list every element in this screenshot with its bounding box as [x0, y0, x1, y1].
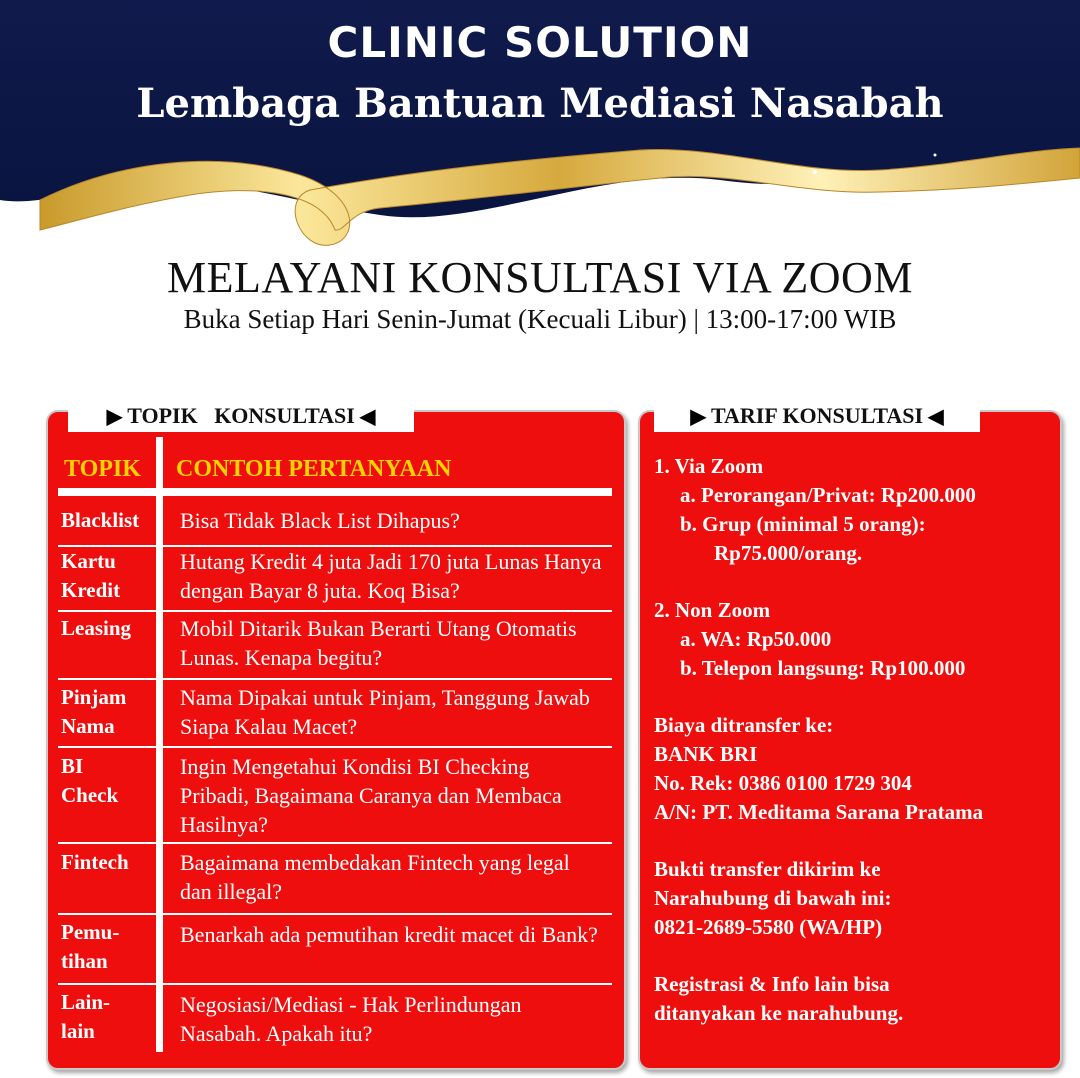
table-row-question: Ingin Mengetahui Kondisi BI Checking Pribadi, Bagaimana Caranya dan Membaca Hasilnya?	[180, 754, 562, 837]
row-divider	[58, 610, 612, 612]
main-heading: MELAYANI KONSULTASI VIA ZOOM	[167, 253, 913, 302]
table-row-question: Bisa Tidak Black List Dihapus?	[180, 508, 460, 533]
row-divider	[58, 746, 612, 748]
arrow-right-icon: ▶	[106, 405, 128, 428]
table-row-topic: Fintech	[61, 850, 129, 874]
col-header-contoh: CONTOH PERTANYAAN	[176, 456, 452, 482]
table-row-topic: Kartu Kredit	[61, 549, 121, 602]
tarif-telepon: b. Telepon langsung: Rp100.000	[680, 656, 966, 680]
contact-phone: 0821-2689-5580 (WA/HP)	[654, 915, 883, 939]
table-row-question: Benarkah ada pemutihan kredit macet di Bank?	[180, 922, 598, 947]
table-row-topic: Pinjam Nama	[61, 685, 127, 738]
registrasi-line1: Registrasi & Info lain bisa	[654, 972, 890, 996]
table-row-topic: Blacklist	[61, 508, 140, 532]
col-header-topik: TOPIK	[64, 456, 141, 482]
account-number: No. Rek: 0386 0100 1729 304	[654, 771, 912, 795]
topik-tag-label: TOPIK KONSULTASI	[127, 403, 355, 428]
table-row-question: Mobil Ditarik Bukan Berarti Utang Otomatis Lunas. Kenapa begitu?	[180, 616, 577, 670]
topik-tag	[68, 400, 414, 432]
row-divider	[58, 983, 612, 985]
tarif-grup-price: Rp75.000/orang.	[714, 541, 863, 565]
table-row-question: Hutang Kredit 4 juta Jadi 170 juta Lunas Hanya dengan Bayar 8 juta. Koq Bisa?	[180, 549, 602, 603]
sub-heading: Buka Setiap Hari Senin-Jumat (Kecuali Libur) | 13:00-17:00 WIB	[183, 304, 897, 334]
table-row-question: Bagaimana membedakan Fintech yang legal dan illegal?	[180, 850, 570, 904]
account-holder: A/N: PT. Meditama Sarana Pratama	[654, 800, 984, 824]
arrow-right-icon: ▶	[690, 405, 711, 428]
row-divider	[58, 678, 612, 680]
table-row-topic: Pemu-tihan	[61, 920, 120, 973]
row-divider	[58, 913, 612, 915]
tarif-perorangan: a. Perorangan/Privat: Rp200.000	[680, 483, 976, 507]
tarif-via-zoom: 1. Via Zoom	[654, 454, 764, 478]
bukti-line2: Narahubung di bawah ini:	[654, 886, 892, 910]
header-title: CLINIC SOLUTION	[327, 18, 753, 67]
tarif-tag	[654, 400, 980, 432]
biaya-label: Biaya ditransfer ke:	[654, 713, 834, 737]
row-divider	[58, 842, 612, 844]
bukti-line1: Bukti transfer dikirim ke	[654, 857, 881, 881]
tarif-grup: b. Grup (minimal 5 orang):	[680, 512, 926, 536]
header-divider	[58, 488, 612, 496]
tarif-tag-label: TARIF KONSULTASI	[710, 403, 924, 428]
column-divider	[156, 437, 163, 1052]
header-subtitle: Lembaga Bantuan Mediasi Nasabah	[136, 80, 944, 127]
tarif-non-zoom: 2. Non Zoom	[654, 598, 771, 622]
table-row-topic: Lain-lain	[61, 990, 111, 1043]
table-row-question: Negosiasi/Mediasi - Hak Perlindungan Nasabah. Apakah itu?	[180, 992, 522, 1046]
table-row-topic: BI Check	[61, 754, 119, 807]
registrasi-line2: ditanyakan ke narahubung.	[654, 1001, 904, 1025]
tarif-wa: a. WA: Rp50.000	[680, 627, 832, 651]
table-row-topic: Leasing	[61, 616, 132, 640]
bank-name: BANK BRI	[654, 742, 758, 766]
table-row-question: Nama Dipakai untuk Pinjam, Tanggung Jawab Siapa Kalau Macet?	[180, 685, 590, 739]
arrow-left-icon: ◀	[923, 405, 944, 428]
arrow-left-icon: ◀	[354, 405, 376, 428]
